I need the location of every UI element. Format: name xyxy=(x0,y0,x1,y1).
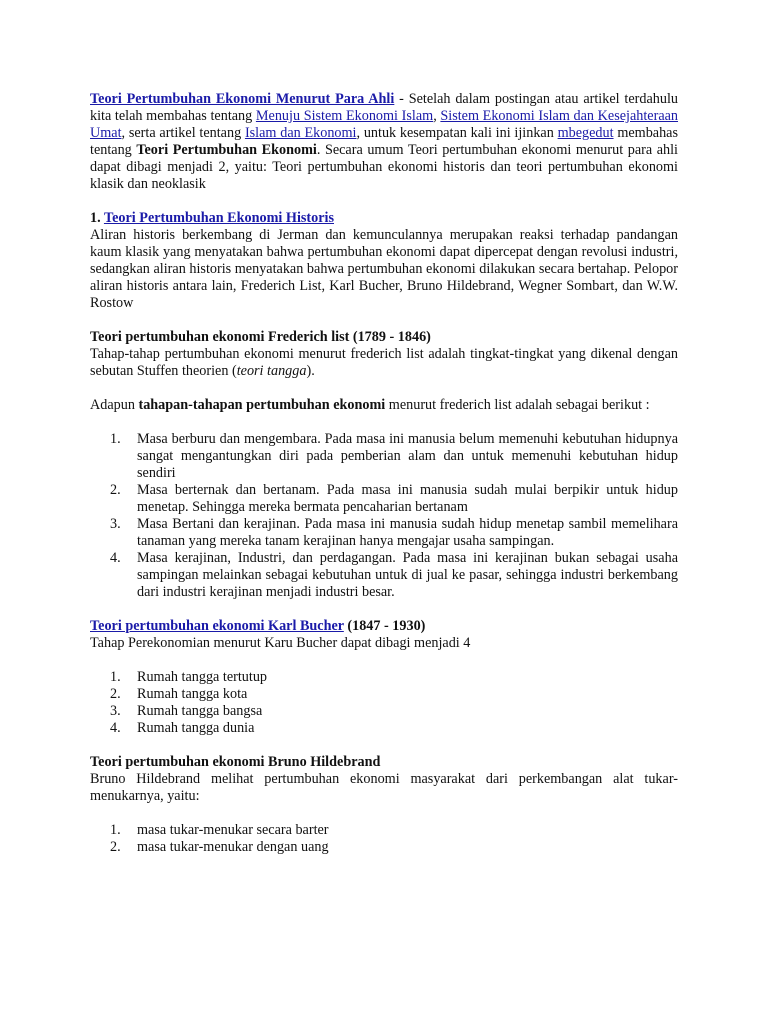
link-mbegedut[interactable]: mbegedut xyxy=(557,125,614,141)
link-karl-bucher[interactable]: Teori pertumbuhan ekonomi Karl Bucher xyxy=(90,618,344,634)
link-menuju-sistem-ekonomi-islam[interactable]: Menuju Sistem Ekonomi Islam xyxy=(255,108,434,124)
list-item: 1. Masa berburu dan mengembara. Pada masa ini manusia belum memenuhi kebutuhan hidupnya sangat mengantungkan diri pada pemberian alam dan untuk memenuhi kebutuhan hidup sendiri xyxy=(110,431,678,481)
list-item: 4. Masa kerajinan, Industri, dan perdagangan. Pada masa ini kerajinan bukan sebagai usaha sampingan melainkan sebagai kebutuhan untuk di jual ke pasar, sehingga industri berkembang dari industri kerajinan menjadi industri besar. xyxy=(110,550,678,600)
list-stages xyxy=(90,431,678,601)
intro-paragraph: Teori Pertumbuhan Ekonomi Menurut Para Ahli - Setelah dalam postingan atau artikel terdahulu kita telah membahas tentang Menuju Sistem Ekonomi Islam, Sistem Ekonomi Islam dan Kesejahteraan Umat, serta artikel tentang Islam dan Ekonomi, untuk kesempatan kali ini ijinkan mbegedut membahas tentang Teori Pertumbuhan Ekonomi. Secara umum Teori pertumbuhan ekonomi menurut para ahli dapat dibagi menjadi 2, yaitu: Teori pertumbuhan ekonomi historis dan teori pertumbuhan ekonomi klasik dan neoklasik xyxy=(90,91,679,192)
hildebrand-heading: Teori pertumbuhan ekonomi Bruno Hildebrand xyxy=(90,754,381,770)
link-teori-historis[interactable]: Teori Pertumbuhan Ekonomi Historis xyxy=(103,210,334,226)
bucher-list xyxy=(90,669,678,737)
list-heading: Teori pertumbuhan ekonomi Frederich list (1789 - 1846) xyxy=(90,329,431,345)
hildebrand-body: Bruno Hildebrand melihat pertumbuhan ekonomi masyarakat dari perkembangan alat tukar-menukarnya, yaitu: xyxy=(90,771,678,804)
list-item: 3. Rumah tangga bangsa xyxy=(110,703,263,719)
list-item: 1. masa tukar-menukar secara barter xyxy=(110,822,329,838)
bucher-body: Tahap Perekonomian menurut Karu Bucher dapat dibagi menjadi 4 xyxy=(90,635,471,651)
title-link[interactable]: Teori Pertumbuhan Ekonomi Menurut Para Ahli xyxy=(90,91,395,107)
list-item: 2. Masa berternak dan bertanam. Pada masa ini manusia sudah mulai berpikir untuk hidup menetap. Sehingga mereka bermata pencaharian bertanam xyxy=(110,482,678,515)
section-1-body: Aliran historis berkembang di Jerman dan kemunculannya merupakan reaksi terhadap pandangan kaum klasik yang menyatakan bahwa pertumbuhan ekonomi dapat dipercepat dengan revolusi industri, sedangkan aliran historis menyatakan bahwa pertumbuhan ekonomi dilakukan secara bertahap. Pelopor aliran historis antara lain, Frederich List, Karl Bucher, Bruno Hildebrand, Wegner Sombart, dan W.W. Rostow xyxy=(90,227,678,311)
intro-bold-term: Teori Pertumbuhan Ekonomi xyxy=(136,142,317,158)
bucher-heading: Teori pertumbuhan ekonomi Karl Bucher (1847 - 1930) xyxy=(90,618,426,634)
list-item: 2. masa tukar-menukar dengan uang xyxy=(110,839,329,855)
article-content xyxy=(90,91,678,856)
list-body: Tahap-tahap pertumbuhan ekonomi menurut frederich list adalah tingkat-tingkat yang dikenal dengan sebutan Stuffen theorien (teori tangga). xyxy=(90,346,678,379)
list-item: 4. Rumah tangga dunia xyxy=(110,720,255,736)
list-item: 3. Masa Bertani dan kerajinan. Pada masa ini manusia sudah hidup menetap sambil memelihara tanaman yang mereka tanam kerajinan hanya mengajar usaha sampingan. xyxy=(110,516,678,549)
list-item: 1. Rumah tangga tertutup xyxy=(110,669,268,685)
list-item: 2. Rumah tangga kota xyxy=(110,686,248,702)
list-lead: Adapun tahapan-tahapan pertumbuhan ekonomi menurut frederich list adalah sebagai berikut : xyxy=(90,397,650,413)
link-islam-dan-ekonomi[interactable]: Islam dan Ekonomi xyxy=(244,125,357,141)
section-1-heading: 1. Teori Pertumbuhan Ekonomi Historis xyxy=(90,210,334,226)
link-sistem-ekonomi-islam[interactable]: Sistem Ekonomi Islam dan Kesejahteraan Umat xyxy=(90,108,679,141)
hildebrand-list xyxy=(90,822,678,856)
